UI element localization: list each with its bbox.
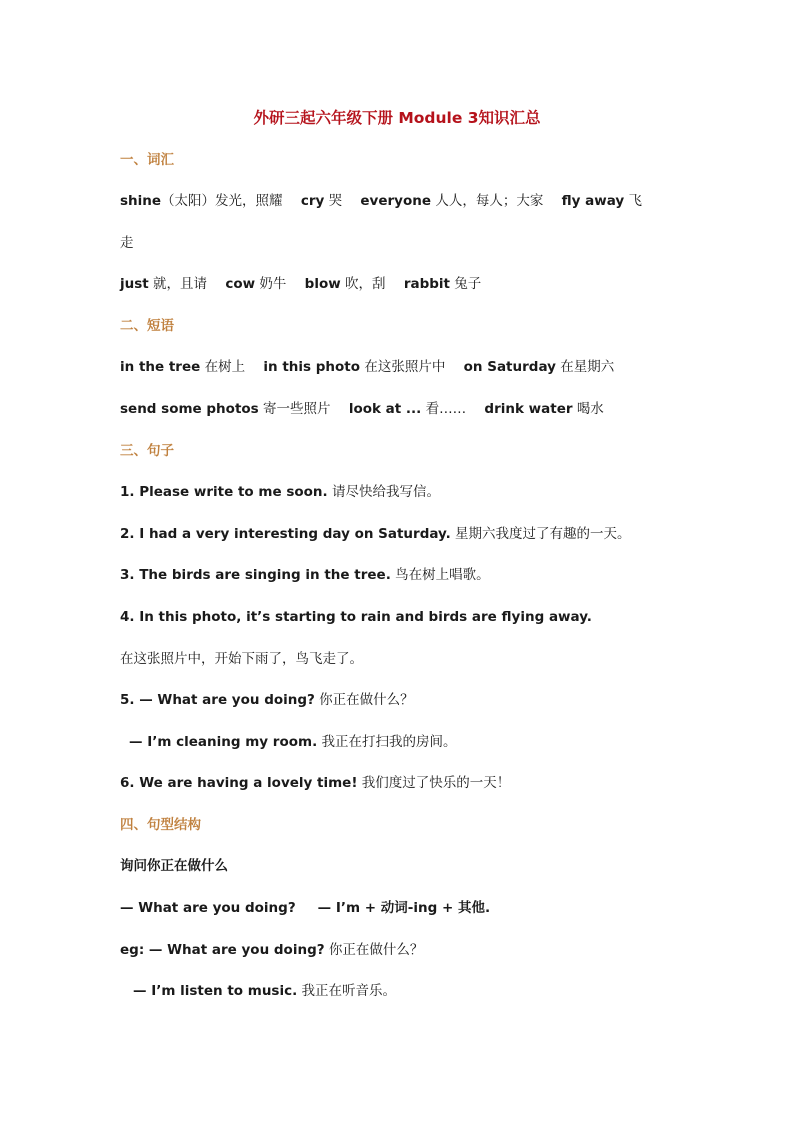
section-heading-phrases: 二、短语: [120, 318, 174, 334]
vocab-zh: 哭: [328, 193, 343, 209]
sentence-4: [120, 607, 682, 627]
section-heading-sentences: 三、句子: [120, 443, 174, 459]
phrase-zh: 在星期六: [560, 359, 615, 375]
sentence-2: [120, 524, 682, 544]
vocab-line-2: [120, 274, 682, 294]
sentence-5: [120, 690, 682, 710]
sentence-en: 4. In this photo, it’s starting to rain and birds are flying away.: [120, 609, 592, 625]
vocab-line-1-wrap: 走: [120, 235, 134, 251]
example-en: — I’m listen to music.: [133, 983, 298, 999]
sentence-4-translation: [120, 649, 682, 669]
pattern-question: — What are you doing?: [120, 900, 296, 916]
phrase-en: look at ...: [348, 401, 422, 417]
phrase-zh: 寄一些照片: [263, 401, 331, 417]
phrase-zh: 看……: [425, 401, 467, 417]
phrases-line-2: [120, 399, 682, 419]
vocab-line-1: [120, 191, 682, 211]
phrase-zh: 在树上: [204, 359, 246, 375]
vocab-zh: 飞: [628, 193, 643, 209]
pattern-answer: — I’m + 动词-ing + 其他.: [317, 900, 491, 916]
vocab-en: cry: [300, 193, 325, 209]
vocab-en: cow: [225, 276, 256, 292]
vocab-en: everyone: [360, 193, 432, 209]
sentence-en: 1. Please write to me soon.: [120, 484, 328, 500]
sentence-en: — I’m cleaning my room.: [129, 734, 318, 750]
vocab-en: blow: [304, 276, 341, 292]
sentence-en: 2. I had a very interesting day on Saturday.: [120, 526, 451, 542]
sentence-zh: 星期六我度过了有趣的一天。: [455, 526, 631, 542]
sentence-zh: 在这张照片中，开始下雨了，鸟飞走了。: [120, 651, 363, 667]
vocab-zh: （太阳）发光，照耀: [161, 193, 283, 209]
vocab-en: just: [120, 276, 149, 292]
example-zh: 我正在听音乐。: [301, 983, 397, 999]
section-heading-patterns: 四、句型结构: [120, 817, 201, 833]
vocab-zh: 吹，刮: [345, 276, 386, 292]
sentence-zh: 请尽快给我写信。: [331, 484, 440, 500]
sentence-zh: 你正在做什么？: [319, 692, 414, 708]
vocab-zh: 兔子: [454, 276, 482, 292]
section-heading-vocab: 一、词汇: [120, 152, 174, 168]
vocab-zh: 就，且请: [153, 276, 208, 292]
vocab-zh: 奶牛: [259, 276, 287, 292]
sentence-5-answer: [129, 732, 682, 752]
vocab-en: rabbit: [403, 276, 450, 292]
pattern-subtitle: 询问你正在做什么: [120, 858, 228, 874]
phrase-zh: 在这张照片中: [364, 359, 446, 375]
sentence-en: 6. We are having a lovely time!: [120, 775, 358, 791]
pattern-structure: [120, 898, 682, 918]
phrase-en: in this photo: [263, 359, 361, 375]
phrases-line-1: [120, 357, 682, 377]
sentence-zh: 我正在打扫我的房间。: [321, 734, 457, 750]
pattern-example-question: [120, 940, 682, 960]
vocab-en: shine: [120, 193, 162, 209]
phrase-en: send some photos: [120, 401, 259, 417]
page-title: 外研三起六年级下册 Module 3知识汇总: [253, 109, 541, 127]
example-zh: 你正在做什么？: [328, 942, 424, 958]
phrase-en: in the tree: [120, 359, 201, 375]
phrase-zh: 喝水: [576, 401, 604, 417]
example-en: eg: — What are you doing?: [120, 942, 325, 958]
phrase-en: on Saturday: [463, 359, 556, 375]
sentence-zh: 鸟在树上唱歌。: [395, 567, 490, 583]
sentence-en: 3. The birds are singing in the tree.: [120, 567, 391, 583]
vocab-en: fly away: [561, 193, 625, 209]
sentence-3: [120, 565, 682, 585]
sentence-6: [120, 773, 682, 793]
pattern-example-answer: [133, 981, 682, 1001]
sentence-1: [120, 482, 682, 502]
phrase-en: drink water: [484, 401, 573, 417]
vocab-zh: 人人，每人；大家: [435, 193, 544, 209]
sentence-zh: 我们度过了快乐的一天！: [361, 775, 511, 791]
sentence-en: 5. — What are you doing?: [120, 692, 315, 708]
